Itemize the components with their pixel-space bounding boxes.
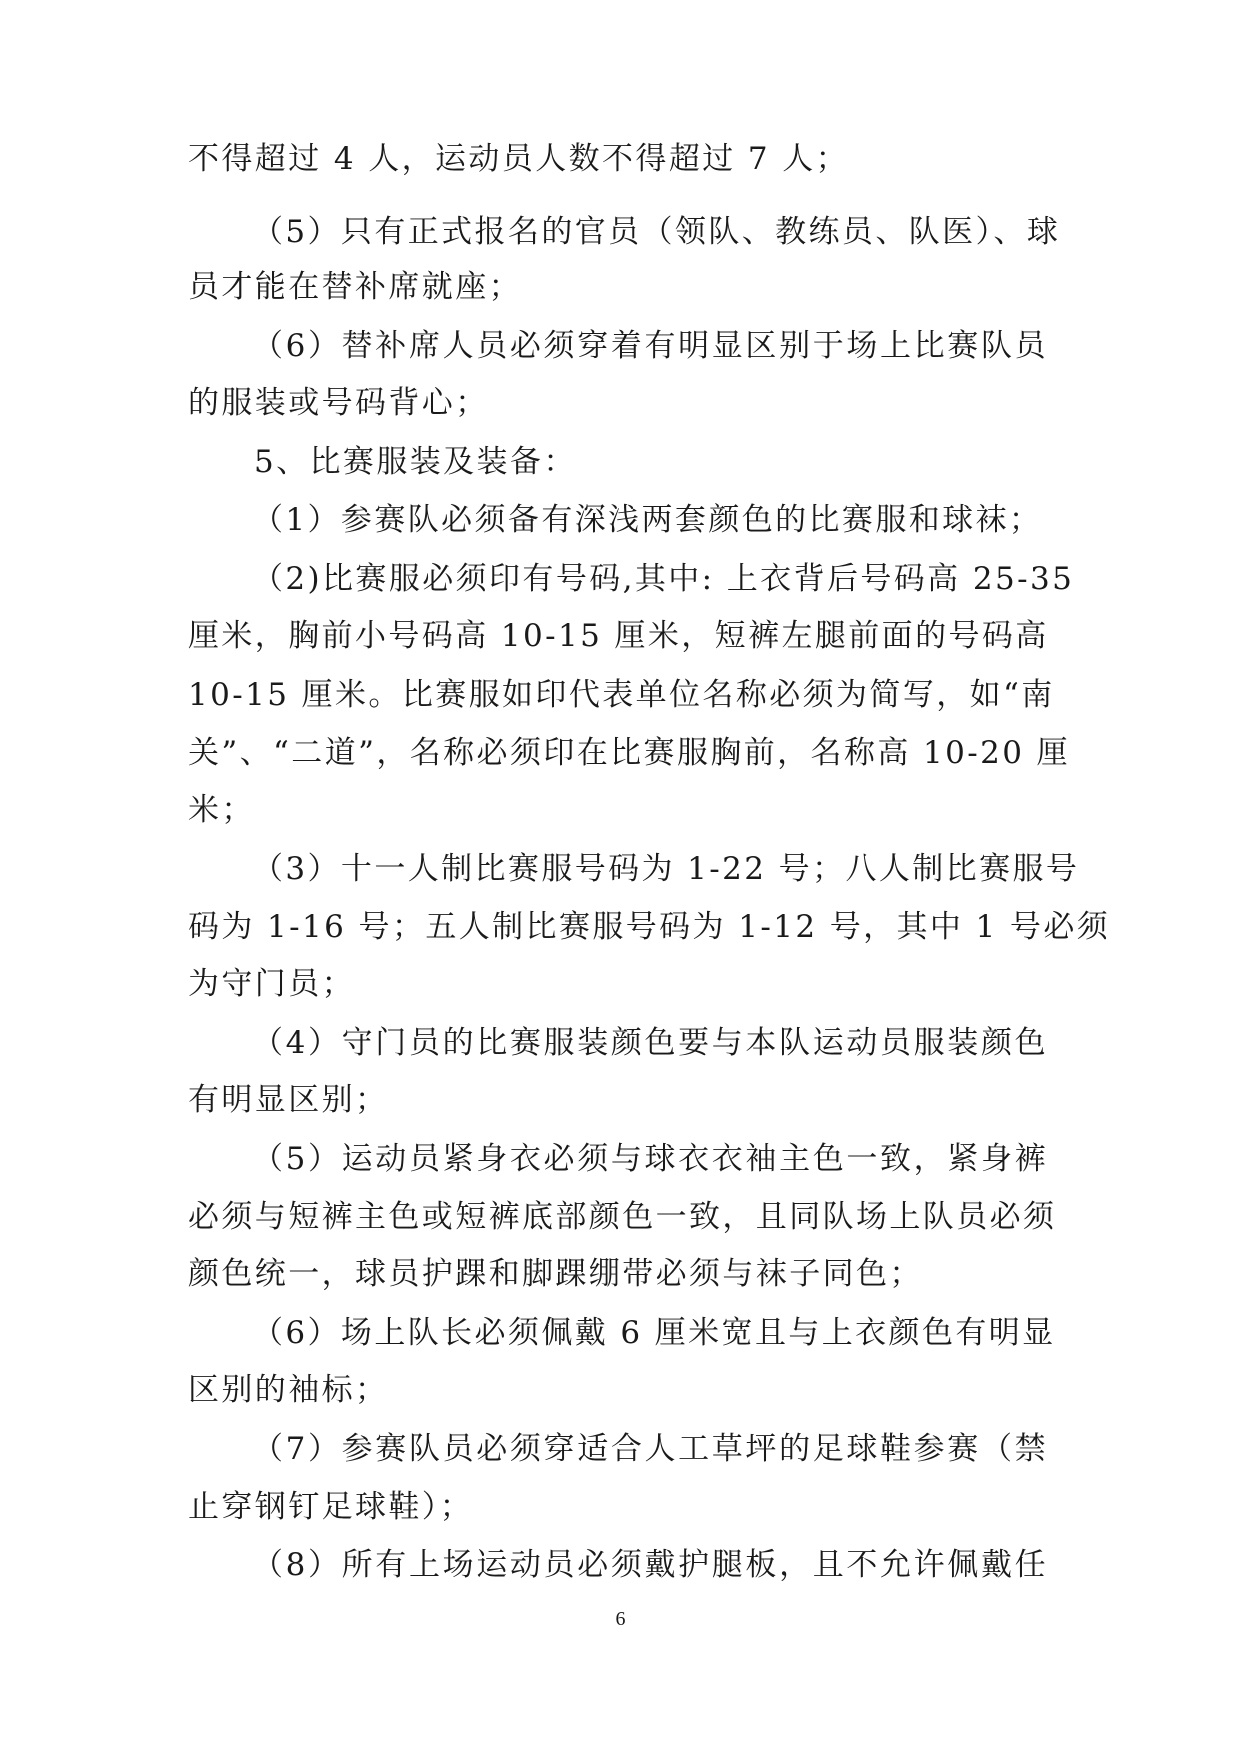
text-line: 关”、“二道”，名称必须印在比赛服胸前，名称高 10-20 厘 [188,735,1071,771]
text-line: （3）十一人制比赛服号码为 1-22 号；八人制比赛服号 [252,851,1080,887]
text-line: 必须与短裤主色或短裤底部颜色一致，且同队场上队员必须 [188,1199,1057,1235]
text-line: 区别的袖标； [188,1372,389,1408]
text-line: （4）守门员的比赛服装颜色要与本队运动员服装颜色 [252,1025,1048,1061]
text-line: 为守门员； [188,966,355,1002]
text-line: 不得超过 4 人，运动员人数不得超过 7 人； [188,141,850,177]
text-line: （5）运动员紧身衣必须与球衣衣袖主色一致，紧身裤 [252,1141,1048,1177]
text-line: （7）参赛队员必须穿适合人工草坪的足球鞋参赛（禁 [252,1431,1048,1467]
text-line: 颜色统一，球员护踝和脚踝绷带必须与袜子同色； [188,1256,923,1292]
text-line: 有明显区别； [188,1082,389,1118]
text-line: （6）替补席人员必须穿着有明显区别于场上比赛队员 [252,328,1048,364]
text-line: 员才能在替补席就座； [188,269,522,305]
text-line: 码为 1-16 号；五人制比赛服号码为 1-12 号，其中 1 号必须 [188,909,1111,945]
text-line: 10-15 厘米。比赛服如印代表单位名称必须为简写，如“南 [188,677,1055,713]
page-number: 6 [615,1608,626,1630]
text-line: （2)比赛服必须印有号码,其中: 上衣背后号码高 25-35 [252,561,1075,597]
text-line: （8）所有上场运动员必须戴护腿板，且不允许佩戴任 [252,1547,1048,1583]
text-line: 米； [188,792,255,828]
section-heading: 5、比赛服装及装备： [254,444,577,480]
text-line: 止穿钢钉足球鞋）； [188,1489,474,1525]
text-line: （6）场上队长必须佩戴 6 厘米宽且与上衣颜色有明显 [252,1315,1056,1351]
text-line: 厘米，胸前小号码高 10-15 厘米，短裤左腿前面的号码高 [188,618,1049,654]
text-line: 的服装或号码背心； [188,385,489,421]
text-line: （1）参赛队必须备有深浅两套颜色的比赛服和球袜； [252,502,1043,538]
text-line: （5）只有正式报名的官员（领队、教练员、队医）、球 [252,214,1061,250]
